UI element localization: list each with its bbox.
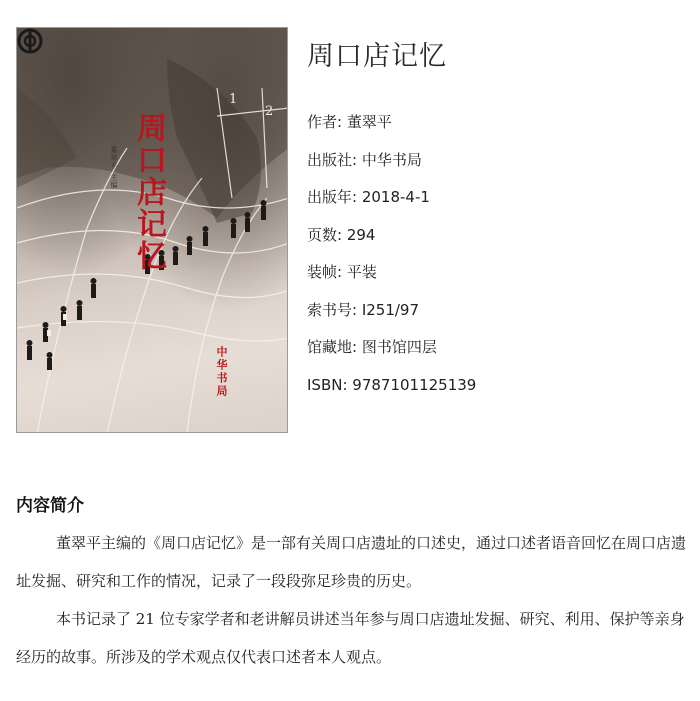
meta-location: 馆藏地: 图书馆四层 — [307, 338, 437, 356]
intro-heading: 内容简介 — [16, 496, 84, 516]
book-metadata — [307, 108, 476, 408]
cover-editor: 董翠平 主编 — [110, 146, 118, 190]
book-cover — [16, 27, 288, 433]
meta-call-number: 索书号: I251/97 — [307, 300, 420, 319]
meta-author: 作者: 董翠平 — [307, 113, 392, 131]
meta-isbn: ISBN: 9787101125139 — [307, 375, 477, 394]
meta-year: 出版年: 2018-4-1 — [307, 188, 430, 206]
cover-publisher-mark: 中华书局 — [215, 346, 228, 398]
meta-publisher: 出版社: 中华书局 — [307, 150, 422, 169]
cover-marker-2: 2 — [265, 104, 274, 119]
meta-pages: 页数: 294 — [307, 225, 376, 244]
cover-marker-1: 1 — [229, 92, 238, 107]
intro-paragraph-2: 本书记录了 21 位专家学者和老讲解员讲述当年参与周口店遗址发掘、研究、利用、保护等亲身经历的故事。所涉及的学术观点仅代表口述者本人观点。 — [16, 610, 685, 666]
book-title: 周口店记忆 — [307, 41, 447, 72]
cover-title: 周口店记忆 — [131, 112, 166, 272]
meta-binding: 装帧: 平装 — [307, 263, 377, 281]
intro-paragraph-1: 董翠平主编的《周口店记忆》是一部有关周口店遗址的口述史，通过口述者语音回忆在周口店遗址发掘、研究和工作的情况，记录了一段段弥足珍贵的历史。 — [16, 534, 687, 590]
publisher-logo-icon — [17, 28, 43, 54]
